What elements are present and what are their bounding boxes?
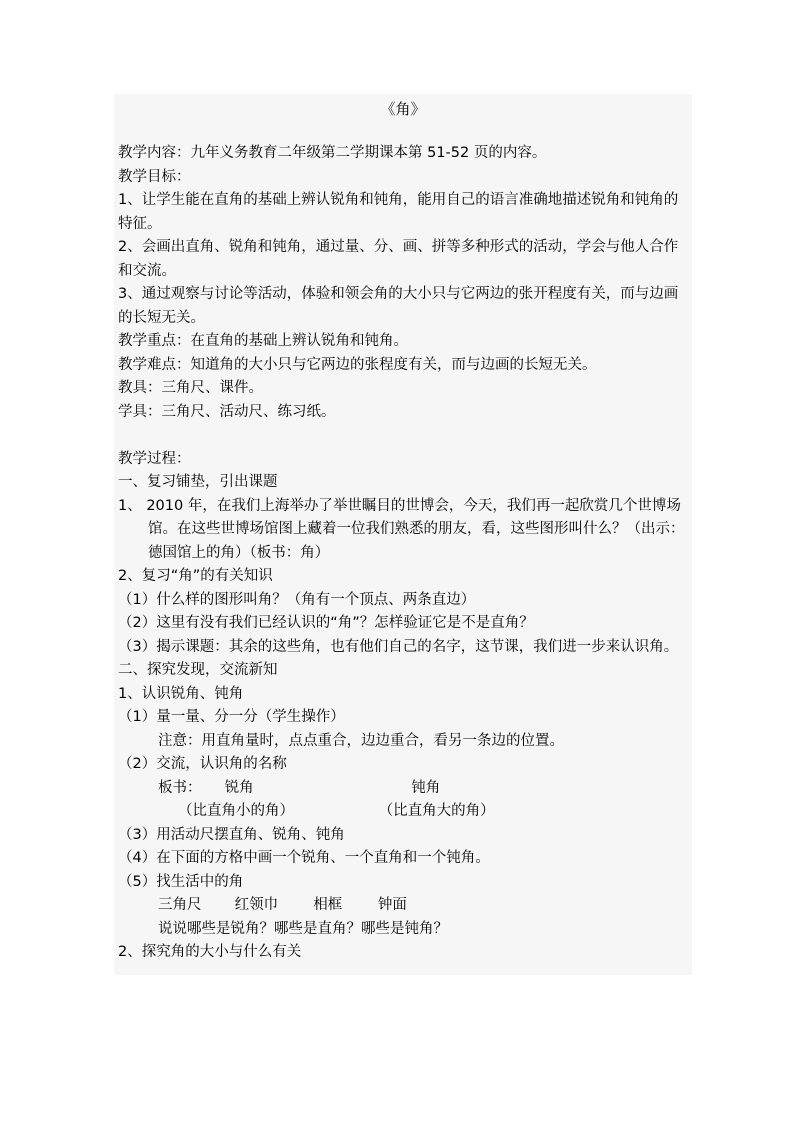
part2-sub-1-note: 注意：用直角量时，点点重合，边边重合，看另一条边的位置。 bbox=[158, 732, 564, 749]
part2-sub-2: （2）交流，认识角的名称 bbox=[118, 756, 287, 772]
spacer bbox=[118, 424, 688, 448]
part1-sub-item: （3）揭示课题：其余的这些角，也有他们自己的名字，这节课，我们进一步来认识角。 bbox=[118, 638, 679, 655]
part2-sub-1: （1）量一量、分一分（学生操作） bbox=[118, 709, 345, 725]
goals-heading: 教学目标： bbox=[118, 168, 191, 185]
teacher-tools: 教具：三角尺、课件。 bbox=[118, 380, 263, 396]
board-label: 板书： bbox=[158, 779, 202, 796]
example-item: 三角尺 bbox=[158, 897, 202, 913]
example-item: 相框 bbox=[313, 897, 343, 913]
examples-row bbox=[118, 894, 688, 918]
obtuse-desc: （比直角大的角） bbox=[378, 803, 495, 819]
example-item: 钟面 bbox=[377, 897, 407, 913]
goal-item: 1、让学生能在直角的基础上辨认锐角和钝角，能用自己的语言准确地描述锐角和钝角的特征。 bbox=[118, 192, 679, 232]
student-tools: 学具：三角尺、活动尺、练习纸。 bbox=[118, 403, 336, 420]
part2-sub-4: （4）在下面的方格中画一个锐角、一个直角和一个钝角。 bbox=[118, 850, 490, 866]
part2-sub-3: （3）用活动尺摆直角、锐角、钝角 bbox=[118, 826, 345, 843]
difficulty: 教学难点：知道角的大小只与它两边的张程度有关，而与边画的长短无关。 bbox=[118, 356, 597, 373]
part1-sub-item: （2）这里有没有我们已经认识的“角”？怎样验证它是不是直角？ bbox=[118, 615, 534, 631]
part2-item1: 1、认识锐角、钝角 bbox=[118, 685, 244, 702]
acute-desc: （比直角小的角） bbox=[178, 803, 294, 819]
part1-title: 一、复习铺垫，引出课题 bbox=[118, 474, 278, 490]
document-title: 《角》 bbox=[380, 100, 426, 118]
part2-item2: 2、探究角的大小与什么有关 bbox=[118, 944, 302, 960]
part2-title: 二、探究发现，交流新知 bbox=[118, 662, 278, 678]
teaching-content: 教学内容：九年义务教育二年级第二学期课本第 51-52 页的内容。 bbox=[118, 145, 547, 161]
obtuse-term: 钝角 bbox=[411, 779, 441, 796]
board-desc-row bbox=[118, 800, 688, 824]
document-body bbox=[114, 94, 692, 975]
part1-item1: 1、 2010 年，在我们上海举办了举世瞩目的世博会，今天，我们再一起欣赏几个世博场馆。在这些世博场馆图上藏着一位我们熟悉的朋友，看，这些图形叫什么？（出示：德国馆上的角）（板书：角） bbox=[118, 497, 685, 561]
example-item: 红领巾 bbox=[234, 897, 279, 913]
examples-question: 说说哪些是锐角？哪些是直角？哪些是钝角？ bbox=[158, 920, 448, 937]
board-row bbox=[118, 777, 688, 801]
key-point: 教学重点：在直角的基础上辨认锐角和钝角。 bbox=[118, 333, 408, 349]
goal-item: 3、通过观察与讨论等活动，体验和领会角的大小只与它两边的张开程度有关，而与边画的长短无关。 bbox=[118, 286, 679, 326]
part1-sub-item: （1）什么样的图形叫角？（角有一个顶点、两条直边） bbox=[118, 591, 476, 608]
part2-sub-5: （5）找生活中的角 bbox=[118, 873, 244, 890]
acute-term: 锐角 bbox=[224, 779, 254, 796]
goal-item: 2、会画出直角、锐角和钝角，通过量、分、画、拼等多种形式的活动，学会与他人合作和交流。 bbox=[118, 239, 679, 279]
process-heading: 教学过程： bbox=[118, 450, 191, 467]
part1-item2: 2、复习“角”的有关知识 bbox=[118, 568, 273, 584]
